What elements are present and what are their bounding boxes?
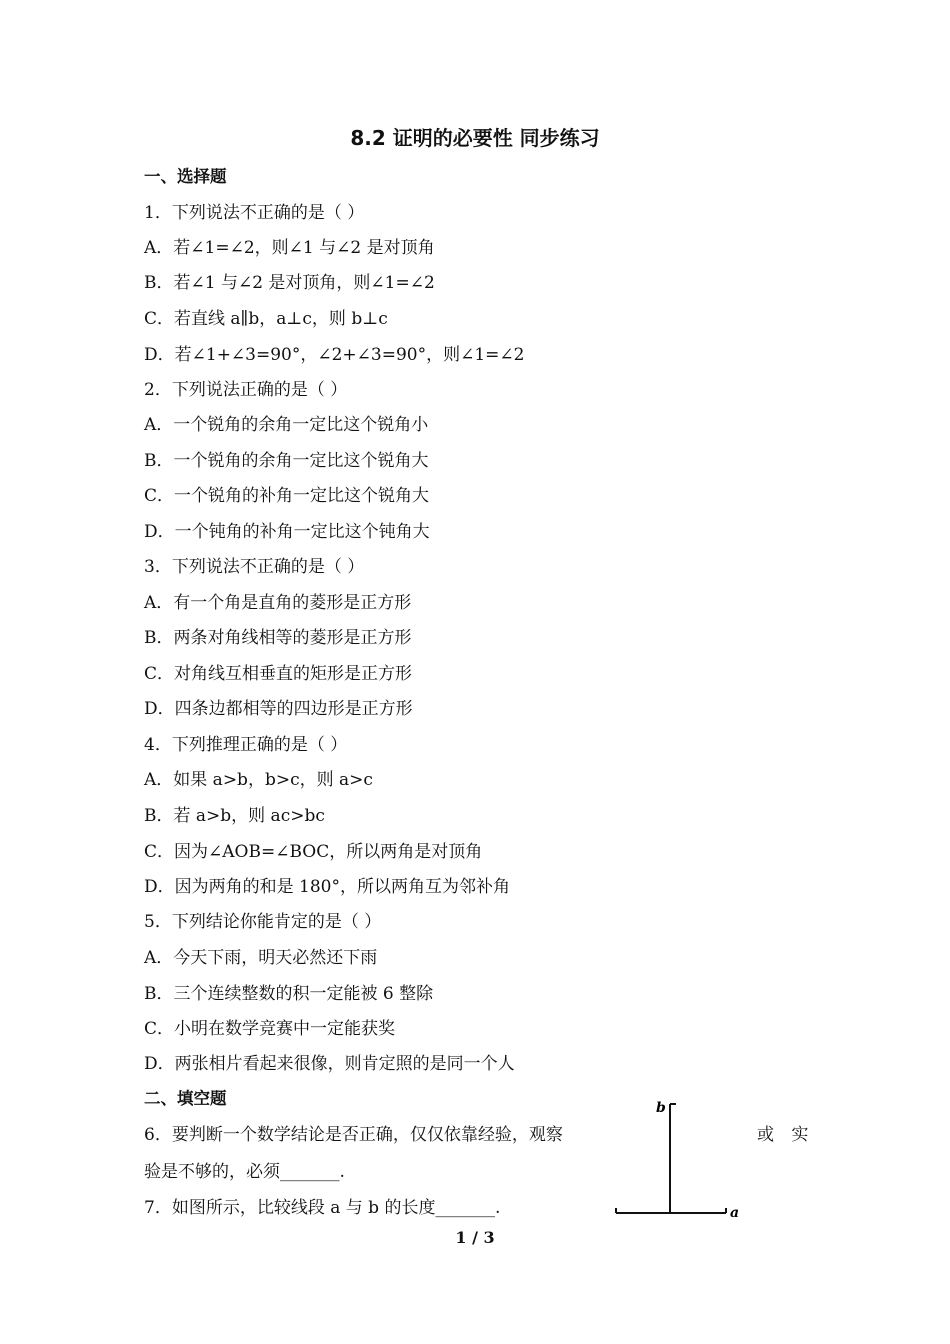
question-5-option-c: C．小明在数学竞赛中一定能获奖 bbox=[144, 1019, 396, 1039]
question-4-option-b: B．若 a>b，则 ac>bc bbox=[144, 806, 325, 826]
question-2-option-c: C．一个锐角的补角一定比这个锐角大 bbox=[144, 486, 430, 506]
question-1-option-a: A．若∠1=∠2，则∠1 与∠2 是对顶角 bbox=[144, 238, 435, 258]
label-a: a bbox=[730, 1205, 740, 1221]
segment-comparison-figure bbox=[606, 1094, 746, 1224]
question-7: 7．如图所示，比较线段 a 与 b 的长度_______. bbox=[144, 1198, 501, 1218]
question-6-line1: 6．要判断一个数学结论是否正确，仅仅依靠经验，观察 bbox=[144, 1125, 563, 1145]
question-3-stem: 3．下列说法不正确的是（ ） bbox=[144, 557, 365, 577]
question-1-option-c: C．若直线 a∥b，a⊥c，则 b⊥c bbox=[144, 309, 388, 329]
page-title: 8.2 证明的必要性 同步练习 bbox=[350, 126, 600, 150]
question-2-option-b: B．一个锐角的余角一定比这个锐角大 bbox=[144, 451, 429, 471]
question-1-stem: 1．下列说法不正确的是（ ） bbox=[144, 203, 365, 223]
question-3-option-d: D．四条边都相等的四边形是正方形 bbox=[144, 699, 413, 719]
question-2-option-d: D．一个钝角的补角一定比这个钝角大 bbox=[144, 522, 430, 542]
question-4-option-a: A．如果 a>b，b>c，则 a>c bbox=[144, 770, 373, 790]
page-number: 1 / 3 bbox=[455, 1228, 495, 1247]
question-5-stem: 5．下列结论你能肯定的是（ ） bbox=[144, 912, 382, 932]
question-2-stem: 2．下列说法正确的是（ ） bbox=[144, 380, 348, 400]
question-1-option-d: D．若∠1+∠3=90°，∠2+∠3=90°，则∠1=∠2 bbox=[144, 345, 525, 365]
label-b: b bbox=[656, 1100, 666, 1116]
question-4-stem: 4．下列推理正确的是（ ） bbox=[144, 735, 348, 755]
question-5-option-a: A．今天下雨，明天必然还下雨 bbox=[144, 948, 378, 968]
question-1-option-b: B．若∠1 与∠2 是对顶角，则∠1=∠2 bbox=[144, 273, 435, 293]
question-3-option-b: B．两条对角线相等的菱形是正方形 bbox=[144, 628, 412, 648]
question-5-option-b: B．三个连续整数的积一定能被 6 整除 bbox=[144, 984, 434, 1004]
question-2-option-a: A．一个锐角的余角一定比这个锐角小 bbox=[144, 415, 429, 435]
question-3-option-c: C．对角线互相垂直的矩形是正方形 bbox=[144, 664, 413, 684]
question-6-line1-tail: 或 实 bbox=[757, 1125, 815, 1145]
section-heading-choice: 一、选择题 bbox=[144, 167, 227, 186]
section-heading-fill: 二、填空题 bbox=[144, 1089, 227, 1108]
question-3-option-a: A．有一个角是直角的菱形是正方形 bbox=[144, 593, 412, 613]
question-4-option-d: D．因为两角的和是 180°，所以两角互为邻补角 bbox=[144, 877, 510, 897]
question-4-option-c: C．因为∠AOB=∠BOC，所以两角是对顶角 bbox=[144, 842, 483, 862]
question-5-option-d: D．两张相片看起来很像，则肯定照的是同一个人 bbox=[144, 1054, 515, 1074]
question-6-line2: 验是不够的，必须_______. bbox=[144, 1162, 345, 1182]
